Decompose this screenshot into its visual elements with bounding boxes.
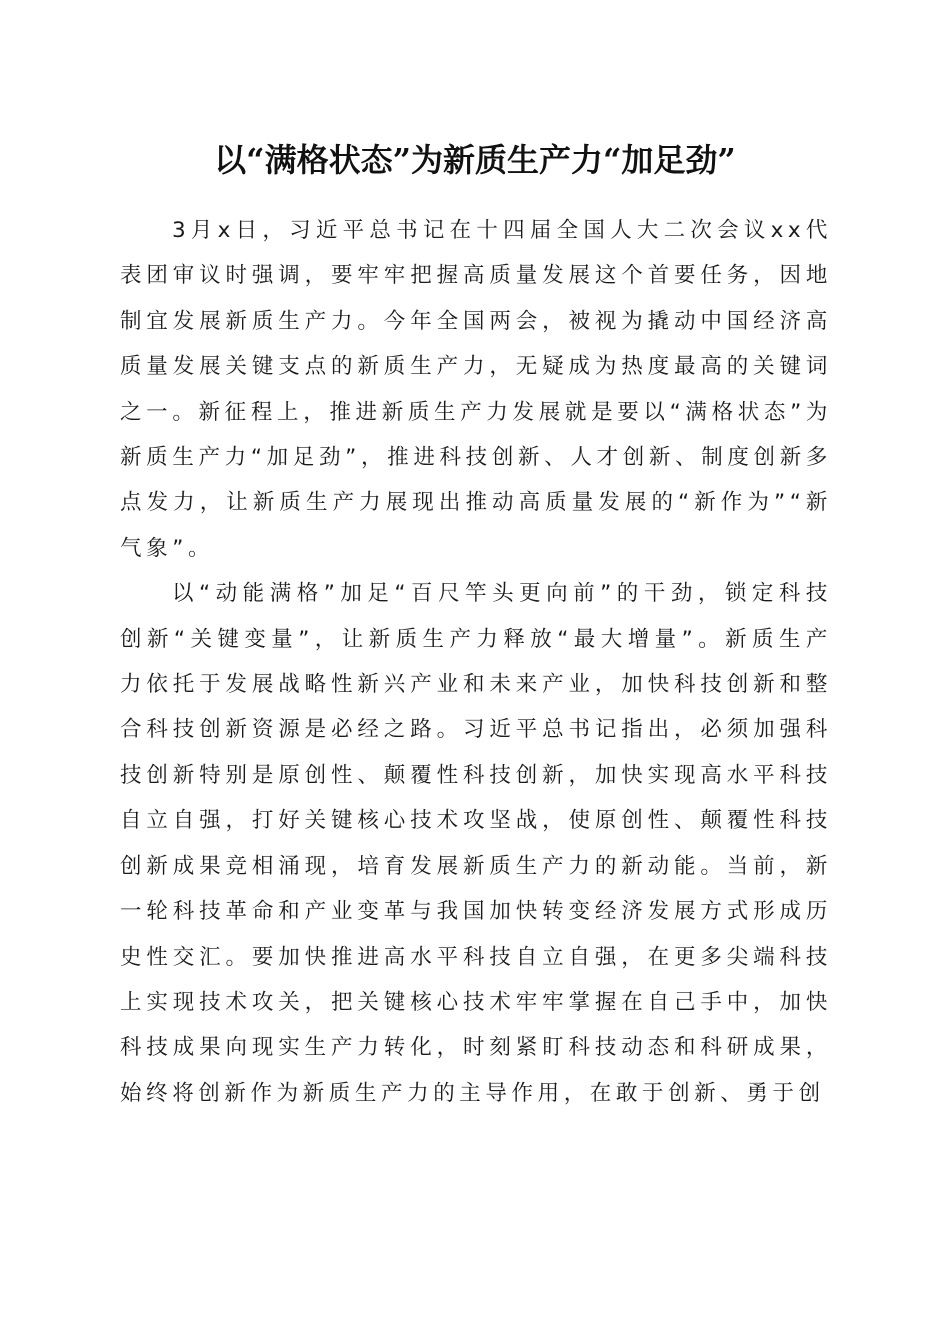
paragraph-1: 3月x日，习近平总书记在十四届全国人大二次会议xx代表团审议时强调，要牢牢把握高质量发展这个首要任务，因地制宜发展新质生产力。今年全国两会，被视为撬动中国经济高质量发展关键支点的新质生产力，无疑成为热度最高的关键词之一。新征程上，推进新质生产力发展就是要以“满格状态”为新质生产力“加足劲”，推进科技创新、人才创新、制度创新多点发力，让新质生产力展现出推动高质量发展的“新作为”“新气象”。 [120, 218, 832, 561]
paragraph-2: 以“动能满格”加足“百尺竿头更向前”的干劲，锁定科技创新“关键变量”，让新质生产力释放“最大增量”。新质生产力依托于发展战略性新兴产业和未来产业，加快科技创新和整合科技创新资源是必经之路。习近平总书记指出，必须加强科技创新特别是原创性、颠覆性科技创新，加快实现高水平科技自立自强，打好关键核心技术攻坚战，使原创性、颠覆性科技创新成果竞相涌现，培育发展新质生产力的新动能。当前，新一轮科技革命和产业变革与我国加快转变经济发展方式形成历史性交汇。要加快推进高水平科技自立自强，在更多尖端科技上实现技术攻关，把关键核心技术牢牢掌握在自己手中，加快科技成果向现实生产力转化，时刻紧盯科技动态和科研成果，始终将创新作为新质生产力的主导作用，在敢于创新、勇于创 [120, 581, 832, 1106]
document-title: 以“满格状态”为新质生产力“加足劲” [214, 141, 736, 179]
document-body [120, 208, 832, 1116]
